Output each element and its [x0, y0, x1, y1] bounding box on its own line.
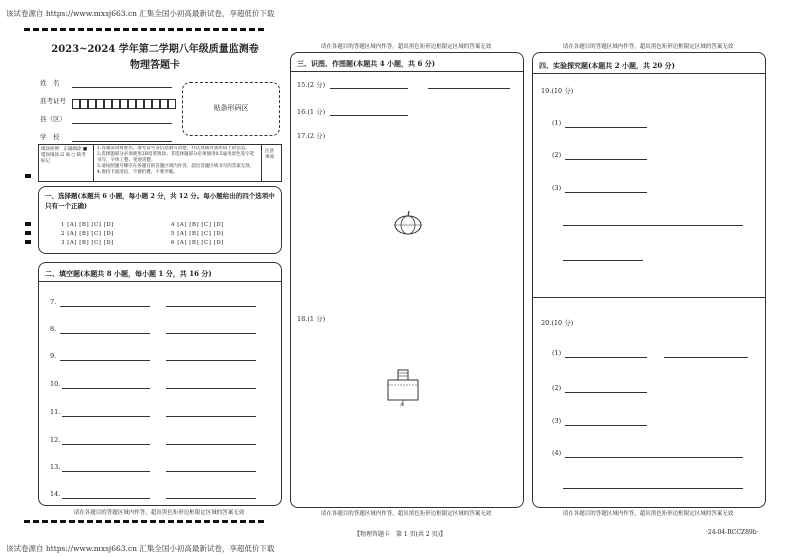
q19-part3: (3) — [552, 184, 562, 192]
beaker-figure — [384, 368, 424, 412]
mc-title: 一、选择题(本题共 6 小题，每小题 2 分，共 12 分。每小题给出的四个选项中只有一个正确) — [45, 192, 275, 210]
q18-label: 18.(1 分) — [297, 315, 326, 323]
page-footer: 【物理答题卡 第 1 页(共 2 页)】 — [354, 531, 446, 538]
q20-blank-4[interactable] — [565, 425, 647, 426]
ticket-number-boxes[interactable] — [72, 94, 176, 104]
q16-blank[interactable] — [330, 115, 408, 116]
side-mark — [25, 222, 31, 226]
school-label: 学 校 — [40, 133, 60, 141]
mc-section — [38, 186, 282, 254]
q12-blank-1[interactable] — [62, 444, 150, 445]
q20-part2: (2) — [552, 384, 562, 392]
q20-part3: (3) — [552, 417, 562, 425]
q16-label: 16.(1 分) — [297, 108, 326, 116]
q19-part2: (2) — [552, 151, 562, 159]
exam-title: 2023~2024 学年第二学期八年级质量监测卷 — [51, 44, 259, 55]
q13-num: 13. — [50, 463, 61, 471]
q9-blank-1[interactable] — [60, 360, 150, 361]
q11-blank-2[interactable] — [166, 416, 256, 417]
q12-blank-2[interactable] — [166, 444, 256, 445]
q13-blank-2[interactable] — [166, 471, 256, 472]
col3-box — [532, 52, 766, 508]
col1-warning: 请在各题目的答题区域内作答，超出黑色矩形边框限定区域的答案无效 — [73, 510, 245, 516]
q20-label: 20.(10 分) — [541, 319, 574, 327]
timing-marks-bottom — [24, 520, 264, 526]
q17-label: 17.(2 分) — [297, 132, 326, 140]
q15-blank-1[interactable] — [330, 88, 408, 89]
col2-box — [290, 52, 524, 508]
barcode-area — [182, 82, 280, 136]
q14-blank-2[interactable] — [166, 498, 256, 499]
mc-row-1[interactable]: 1 [A] [B] [C] [D] — [61, 222, 114, 228]
ticket-label: 准考证号 — [40, 97, 66, 105]
q20-part4: (4) — [552, 449, 562, 457]
q7-blank-2[interactable] — [166, 306, 256, 307]
q19-blank-4[interactable] — [563, 225, 743, 226]
q10-blank-2[interactable] — [166, 388, 256, 389]
q8-num: 8. — [50, 325, 57, 333]
notice-box — [38, 144, 282, 182]
q19-blank-5[interactable] — [563, 260, 643, 261]
watermark-top: 该试卷源自 https://www.mxsj663.cn 汇集全国小初高最新试卷，享超低价下载 — [6, 9, 275, 18]
col3-section-title: 四、实验探究题(本题共 2 小题，共 20 分) — [539, 61, 675, 70]
card-title: 物理答题卡 — [130, 60, 180, 71]
q10-blank-1[interactable] — [62, 388, 150, 389]
q20-blank-6[interactable] — [563, 488, 743, 489]
mc-row-3[interactable]: 3 [A] [B] [C] [D] — [61, 240, 114, 246]
q7-blank-1[interactable] — [60, 306, 150, 307]
q10-num: 10. — [50, 380, 61, 388]
fill-title: 二、填空题(本题共 8 小题，每小题 1 分，共 16 分) — [45, 269, 212, 278]
notice-items: 1.答题前请将姓名、准考证号等信息填写清楚，并认真核对条形码上的信息。 2.选择题部分必须使用2B铅笔填涂；非选择题部分必须使用0.5毫米黑色签字笔书写，字体工整、笔迹清楚。 3.请按照题号顺序在各题目的答题区域内作答，超出答题区域书写的答案无效。 4.保持卡面清洁，不要折叠、不要弄破。 — [97, 146, 255, 175]
name-field[interactable] — [72, 87, 172, 88]
q7-num: 7. — [50, 298, 57, 306]
q20-blank-5[interactable] — [565, 457, 743, 458]
watermark-bottom: 该试卷源自 https://www.mxsj663.cn 汇集全国小初高最新试卷，享超低价下载 — [6, 544, 275, 553]
q9-blank-2[interactable] — [166, 360, 256, 361]
name-label: 姓 名 — [40, 79, 60, 87]
q13-blank-1[interactable] — [62, 471, 150, 472]
q20-blank-1[interactable] — [565, 357, 647, 358]
q20-blank-2[interactable] — [664, 357, 748, 358]
col3-warning-top: 请在各题目的答题区域内作答，超出黑色矩形边框限定区域的答案无效 — [562, 44, 734, 50]
county-field[interactable] — [72, 123, 172, 124]
mc-row-2[interactable]: 2 [A] [B] [C] [D] — [61, 231, 114, 237]
q9-num: 9. — [50, 352, 57, 360]
q15-blank-2[interactable] — [428, 88, 510, 89]
q20-blank-3[interactable] — [565, 392, 647, 393]
q19-label: 19.(10 分) — [541, 87, 574, 95]
side-mark — [25, 174, 31, 178]
q19-blank-1[interactable] — [565, 127, 647, 128]
col3-warning-bottom: 请在各题目的答题区域内作答，超出黑色矩形边框限定区域的答案无效 — [562, 511, 734, 517]
timing-marks-top — [24, 28, 264, 34]
school-field[interactable] — [72, 141, 172, 142]
q19-blank-3[interactable] — [565, 192, 647, 193]
q14-blank-1[interactable] — [62, 498, 150, 499]
mc-row-5[interactable]: 5 [A] [B] [C] [D] — [171, 231, 224, 237]
notice-heading: 注意事项 — [265, 149, 274, 160]
fill-section — [38, 262, 282, 506]
q11-blank-1[interactable] — [62, 416, 150, 417]
side-mark — [25, 240, 31, 244]
q8-blank-1[interactable] — [60, 333, 150, 334]
mc-row-6[interactable]: 6 [A] [B] [C] [D] — [171, 240, 224, 246]
q19-blank-2[interactable] — [565, 159, 647, 160]
mc-row-4[interactable]: 4 [A] [B] [C] [D] — [171, 222, 224, 228]
q14-num: 14. — [50, 490, 61, 498]
label-a: A — [400, 402, 404, 408]
side-mark — [25, 231, 31, 235]
col2-warning-top: 请在各题目的答题区域内作答，超出黑色矩形边框限定区域的答案无效 — [320, 44, 492, 50]
col2-warning-bottom: 请在各题目的答题区域内作答，超出黑色矩形边框限定区域的答案无效 — [320, 511, 492, 517]
q11-num: 11. — [50, 408, 61, 416]
barcode-label: 贴条形码区 — [213, 104, 249, 112]
q12-num: 12. — [50, 436, 61, 444]
q8-blank-2[interactable] — [166, 333, 256, 334]
q20-part1: (1) — [552, 349, 562, 357]
county-label: 县（区） — [40, 115, 66, 123]
card-code: ·24-04-RCCZ89b· — [706, 529, 759, 536]
pumpkin-figure — [392, 206, 424, 238]
fill-sample: 填涂样例：正确填涂 ■ 错误填涂 ☑ ☒ ○ 缺考标记 — [41, 147, 88, 164]
q19-part1: (1) — [552, 119, 562, 127]
col2-section-title: 三、识图、作图题(本题共 4 小题，共 6 分) — [297, 59, 436, 68]
q15-label: 15.(2 分) — [297, 81, 326, 89]
